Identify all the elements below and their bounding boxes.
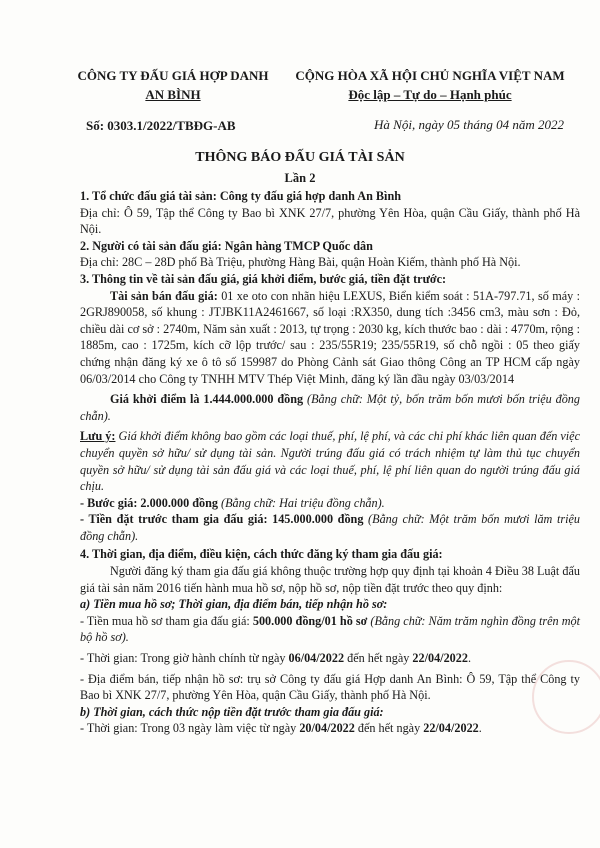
note-label: Lưu ý: <box>80 429 116 444</box>
dossier-fee <box>80 613 580 646</box>
price-step <box>80 495 580 512</box>
org-name-line1: CÔNG TY ĐẤU GIÁ HỢP DANH <box>77 68 269 83</box>
organization-header <box>58 66 288 104</box>
asset-text: 01 xe oto con nhãn hiệu LEXUS, Biển kiểm soát : 51A-797.71, số máy : 2GRJ890058, số khung : JTJBK11A2461667, số loại :RX350, dung tích :3456 cm3, màu sơn : Đỏ, chiều dài cơ sở : 2740m, Năm sản xuất : 2013, tự trọng : 2030 kg, kích thước bao : dài : 4770m, rộng : 1885m, cao : 1725m, kích cỡ lộp trước/ sau : 235/55R19; 235/55R19, số chỗ ngồi : 05 theo giấy chứng nhận đăng ký xe ô tô số 159987 do Phòng Cảnh sát Giao thông Công an TP HCM cấp ngày 06/03/2014 cho Công ty TNHH MTV Thép Việt Minh, đăng ký lần đầu ngày 03/03/2014 <box>80 288 581 386</box>
document-title: THÔNG BÁO ĐẤU GIÁ TÀI SẢN <box>195 150 405 165</box>
dossier-time-prefix: - Thời gian: Trong giờ hành chính từ ngày <box>80 651 289 666</box>
national-header <box>284 66 576 104</box>
start-price <box>80 391 580 424</box>
deposit-time-to: 22/04/2022 <box>423 721 479 736</box>
nation-title: CỘNG HÒA XÃ HỘI CHỦ NGHĨA VIỆT NAM <box>295 68 565 83</box>
start-price-label: Giá khởi điểm là 1.444.000.000 đồng <box>110 392 304 407</box>
deposit-time <box>80 720 580 737</box>
subsection-b-heading: b) Thời gian, cách thức nộp tiền đặt trước tham gia đấu giá: <box>80 704 384 719</box>
section-1-heading: 1. Tổ chức đấu giá tài sản: Công ty đấu giá hợp danh An Bình <box>80 189 401 203</box>
org-name-line2: AN BÌNH <box>145 87 201 102</box>
document-body <box>80 188 580 737</box>
note-text: Giá khởi điểm không bao gồm các loại thuế, phí, lệ phí, và các chi phí khác liên quan đến việc chuyển quyền sở hữu/ sử dụng tài sản. Người trúng đấu giá có trách nhiệm tự làm thủ tục chuyển quyền sở hữu/ sử dụng tài sản đấu giá và các loại thuế, phí, lệ phí liên quan do người trúng đấu giá chịu. <box>80 429 581 494</box>
price-step-words: (Bằng chữ: Hai triệu đồng chẵn). <box>217 495 385 510</box>
dossier-place: - Địa điểm bán, tiếp nhận hồ sơ: trụ sở Công ty đấu giá Hợp danh An Bình: Ô 59, Tập thể Công ty Bao bì XNK 27/7, phường Yên Hòa, quận Cầu Giấy, thành phố Hà Nội. <box>80 671 580 703</box>
section-4-intro: Người đăng ký tham gia đấu giá không thuộc trường hợp quy định tại khoản 4 Điều 38 Luật đấu giá tài sản năm 2016 tiến hành mua hồ sơ, nộp hồ sơ, nộp tiền đặt trước theo quy định: <box>80 564 580 595</box>
deposit-time-from: 20/04/2022 <box>299 721 355 736</box>
section-2-heading: 2. Người có tài sản đấu giá: Ngân hàng TMCP Quốc dân <box>80 238 373 253</box>
dossier-time <box>80 650 580 667</box>
deposit <box>80 511 580 544</box>
place-date: Hà Nội, ngày 05 tháng 04 năm 2022 <box>374 117 564 132</box>
deposit-words: (Bằng chữ: Một trăm bốn mươi lăm triệu đồng chẵn). <box>80 512 580 543</box>
deposit-time-mid: đến hết ngày <box>354 721 424 736</box>
dossier-fee-prefix: - Tiền mua hồ sơ tham gia đấu giá: <box>80 613 253 628</box>
dossier-time-end: . <box>467 651 471 666</box>
deposit-label: - Tiền đặt trước tham gia đấu giá: 145.000.000 đồng <box>80 512 364 527</box>
section-2-address: Địa chỉ: 28C – 28D phố Bà Triệu, phường Hàng Bài, quận Hoàn Kiếm, thành phố Hà Nội. <box>80 255 521 270</box>
section-4-heading: 4. Thời gian, địa điểm, điều kiện, cách thức đăng ký tham gia đấu giá: <box>80 547 443 562</box>
document-number: Số: 0303.1/2022/TBĐG-AB <box>86 118 236 133</box>
price-step-label: - Bước giá: 2.000.000 đồng <box>80 495 218 510</box>
deposit-time-prefix: - Thời gian: Trong 03 ngày làm việc từ ngày <box>80 721 300 736</box>
note <box>80 428 580 494</box>
asset-label: Tài sản bán đấu giá: <box>110 288 218 303</box>
dossier-time-to: 22/04/2022 <box>412 651 468 666</box>
dossier-time-mid: đến hết ngày <box>344 651 413 666</box>
asset-description <box>80 288 580 388</box>
section-1-address: Địa chỉ: Ô 59, Tập thể Công ty Bao bì XNK 27/7, phường Yên Hòa, quận Cầu Giấy, thành phố Hà Nội. <box>80 205 580 237</box>
dossier-time-from: 06/04/2022 <box>288 651 345 666</box>
faint-stamp-mark <box>532 660 600 734</box>
document-subtitle: Lần 2 <box>284 171 316 185</box>
section-3-heading: 3. Thông tin về tài sản đấu giá, giá khởi điểm, bước giá, tiền đặt trước: <box>80 271 447 286</box>
dossier-fee-words: (Bằng chữ: Năm trăm nghìn đồng trên một bộ hồ sơ). <box>80 613 581 645</box>
nation-motto: Độc lập – Tự do – Hạnh phúc <box>348 87 512 102</box>
deposit-time-end: . <box>478 721 482 736</box>
dossier-fee-amount: 500.000 đồng/01 hồ sơ <box>252 613 368 628</box>
subsection-a-heading: a) Tiền mua hồ sơ; Thời gian, địa điểm bán, tiếp nhận hồ sơ: <box>80 597 388 612</box>
start-price-words: (Bằng chữ: Một tỷ, bốn trăm bốn mươi bốn triệu đồng chẵn). <box>80 392 580 423</box>
